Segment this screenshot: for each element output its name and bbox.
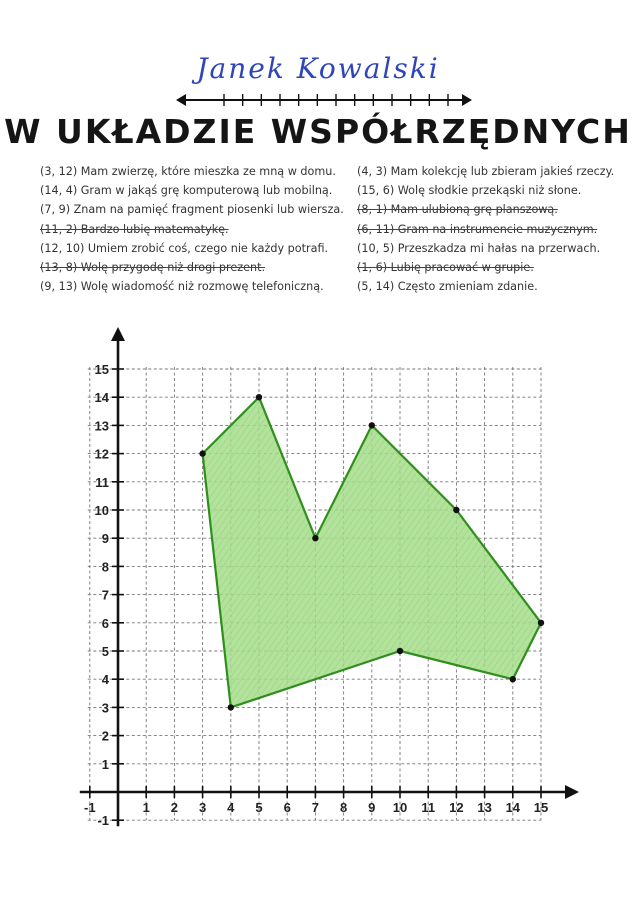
x-tick-label: 8	[339, 800, 348, 815]
statement-item: (12, 10) Umiem zrobić coś, czego nie każdy potrafi.	[40, 241, 329, 255]
y-tick-label: -1	[97, 813, 109, 829]
y-tick-label: 13	[94, 418, 109, 434]
x-tick-label: 2	[170, 800, 179, 815]
page-title: W UKŁADZIE WSPÓŁRZĘDNYCH	[4, 112, 632, 151]
x-tick-label: -1	[84, 800, 96, 815]
coordinate-graph	[0, 300, 636, 860]
statement-item: (13, 8) Wolę przygodę niż drogi prezent.	[40, 261, 266, 275]
statement-item: (15, 6) Wolę słodkie przekąski niż słone.	[357, 184, 582, 198]
vertex-point	[199, 450, 205, 456]
statement-item: (11, 2) Bardzo lubię matematykę.	[40, 222, 229, 236]
x-tick-label: 1	[142, 800, 150, 815]
statement-item: (7, 9) Znam na pamięć fragment piosenki lub wiersza.	[40, 203, 344, 217]
y-tick-label: 5	[101, 644, 109, 659]
vertex-point	[510, 676, 516, 682]
y-tick-label: 14	[94, 390, 109, 406]
vertex-point	[228, 704, 234, 710]
y-axis-arrow	[111, 327, 125, 341]
statement-item: (5, 14) Często zmieniam zdanie.	[357, 280, 538, 294]
x-tick-label: 6	[283, 800, 291, 815]
x-tick-label: 5	[255, 800, 263, 815]
x-tick-label: 7	[311, 800, 320, 815]
statements-left	[40, 162, 344, 296]
statement-item: (8, 1) Mam ulubioną grę planszową.	[357, 203, 558, 217]
statement-item: (4, 3) Mam kolekcję lub zbieram jakieś rzeczy.	[357, 165, 615, 178]
x-tick-label: 15	[533, 800, 549, 815]
statement-item: (1, 6) Lubię pracować w grupie.	[357, 261, 534, 275]
y-tick-label: 6	[101, 615, 109, 631]
ruler-decoration	[176, 88, 472, 112]
statements-right	[357, 162, 614, 296]
student-name: Janek Kowalski	[196, 52, 440, 85]
y-tick-label: 4	[101, 672, 109, 688]
x-tick-label: 4	[227, 800, 235, 815]
y-tick-label: 8	[101, 559, 109, 575]
x-axis-arrow	[565, 785, 579, 799]
vertex-point	[538, 620, 544, 626]
x-tick-label: 3	[198, 800, 207, 815]
vertex-point	[312, 535, 318, 541]
y-tick-label: 11	[95, 474, 109, 490]
vertex-point	[397, 648, 403, 654]
y-tick-label: 9	[101, 531, 109, 547]
x-tick-label: 12	[449, 800, 464, 815]
statement-item: (9, 13) Wolę wiadomość niż rozmowę telefoniczną.	[40, 280, 324, 294]
x-tick-label: 13	[477, 800, 492, 815]
y-tick-label: 2	[101, 728, 109, 744]
statement-item: (10, 5) Przeszkadza mi hałas na przerwach.	[357, 241, 601, 255]
statement-item: (3, 12) Mam zwierzę, które mieszka ze mną w domu.	[40, 165, 336, 178]
statement-item: (6, 11) Gram na instrumencie muzycznym.	[357, 222, 598, 236]
x-tick-label: 14	[505, 800, 521, 815]
y-tick-label: 7	[101, 587, 109, 603]
y-tick-label: 10	[94, 503, 109, 518]
x-tick-label: 9	[368, 800, 376, 815]
statement-item: (14, 4) Gram w jakąś grę komputerową lub mobilną.	[40, 184, 333, 198]
y-tick-label: 3	[101, 700, 109, 716]
y-tick-label: 15	[94, 362, 109, 377]
x-tick-label: 10	[392, 800, 408, 815]
shape-layer	[203, 397, 541, 707]
x-tick-label: 11	[421, 800, 436, 815]
y-tick-label: 12	[94, 446, 109, 462]
y-tick-label: 1	[101, 756, 109, 772]
vertex-point	[256, 394, 262, 400]
vertex-point	[453, 507, 459, 513]
vertex-point	[369, 422, 375, 428]
